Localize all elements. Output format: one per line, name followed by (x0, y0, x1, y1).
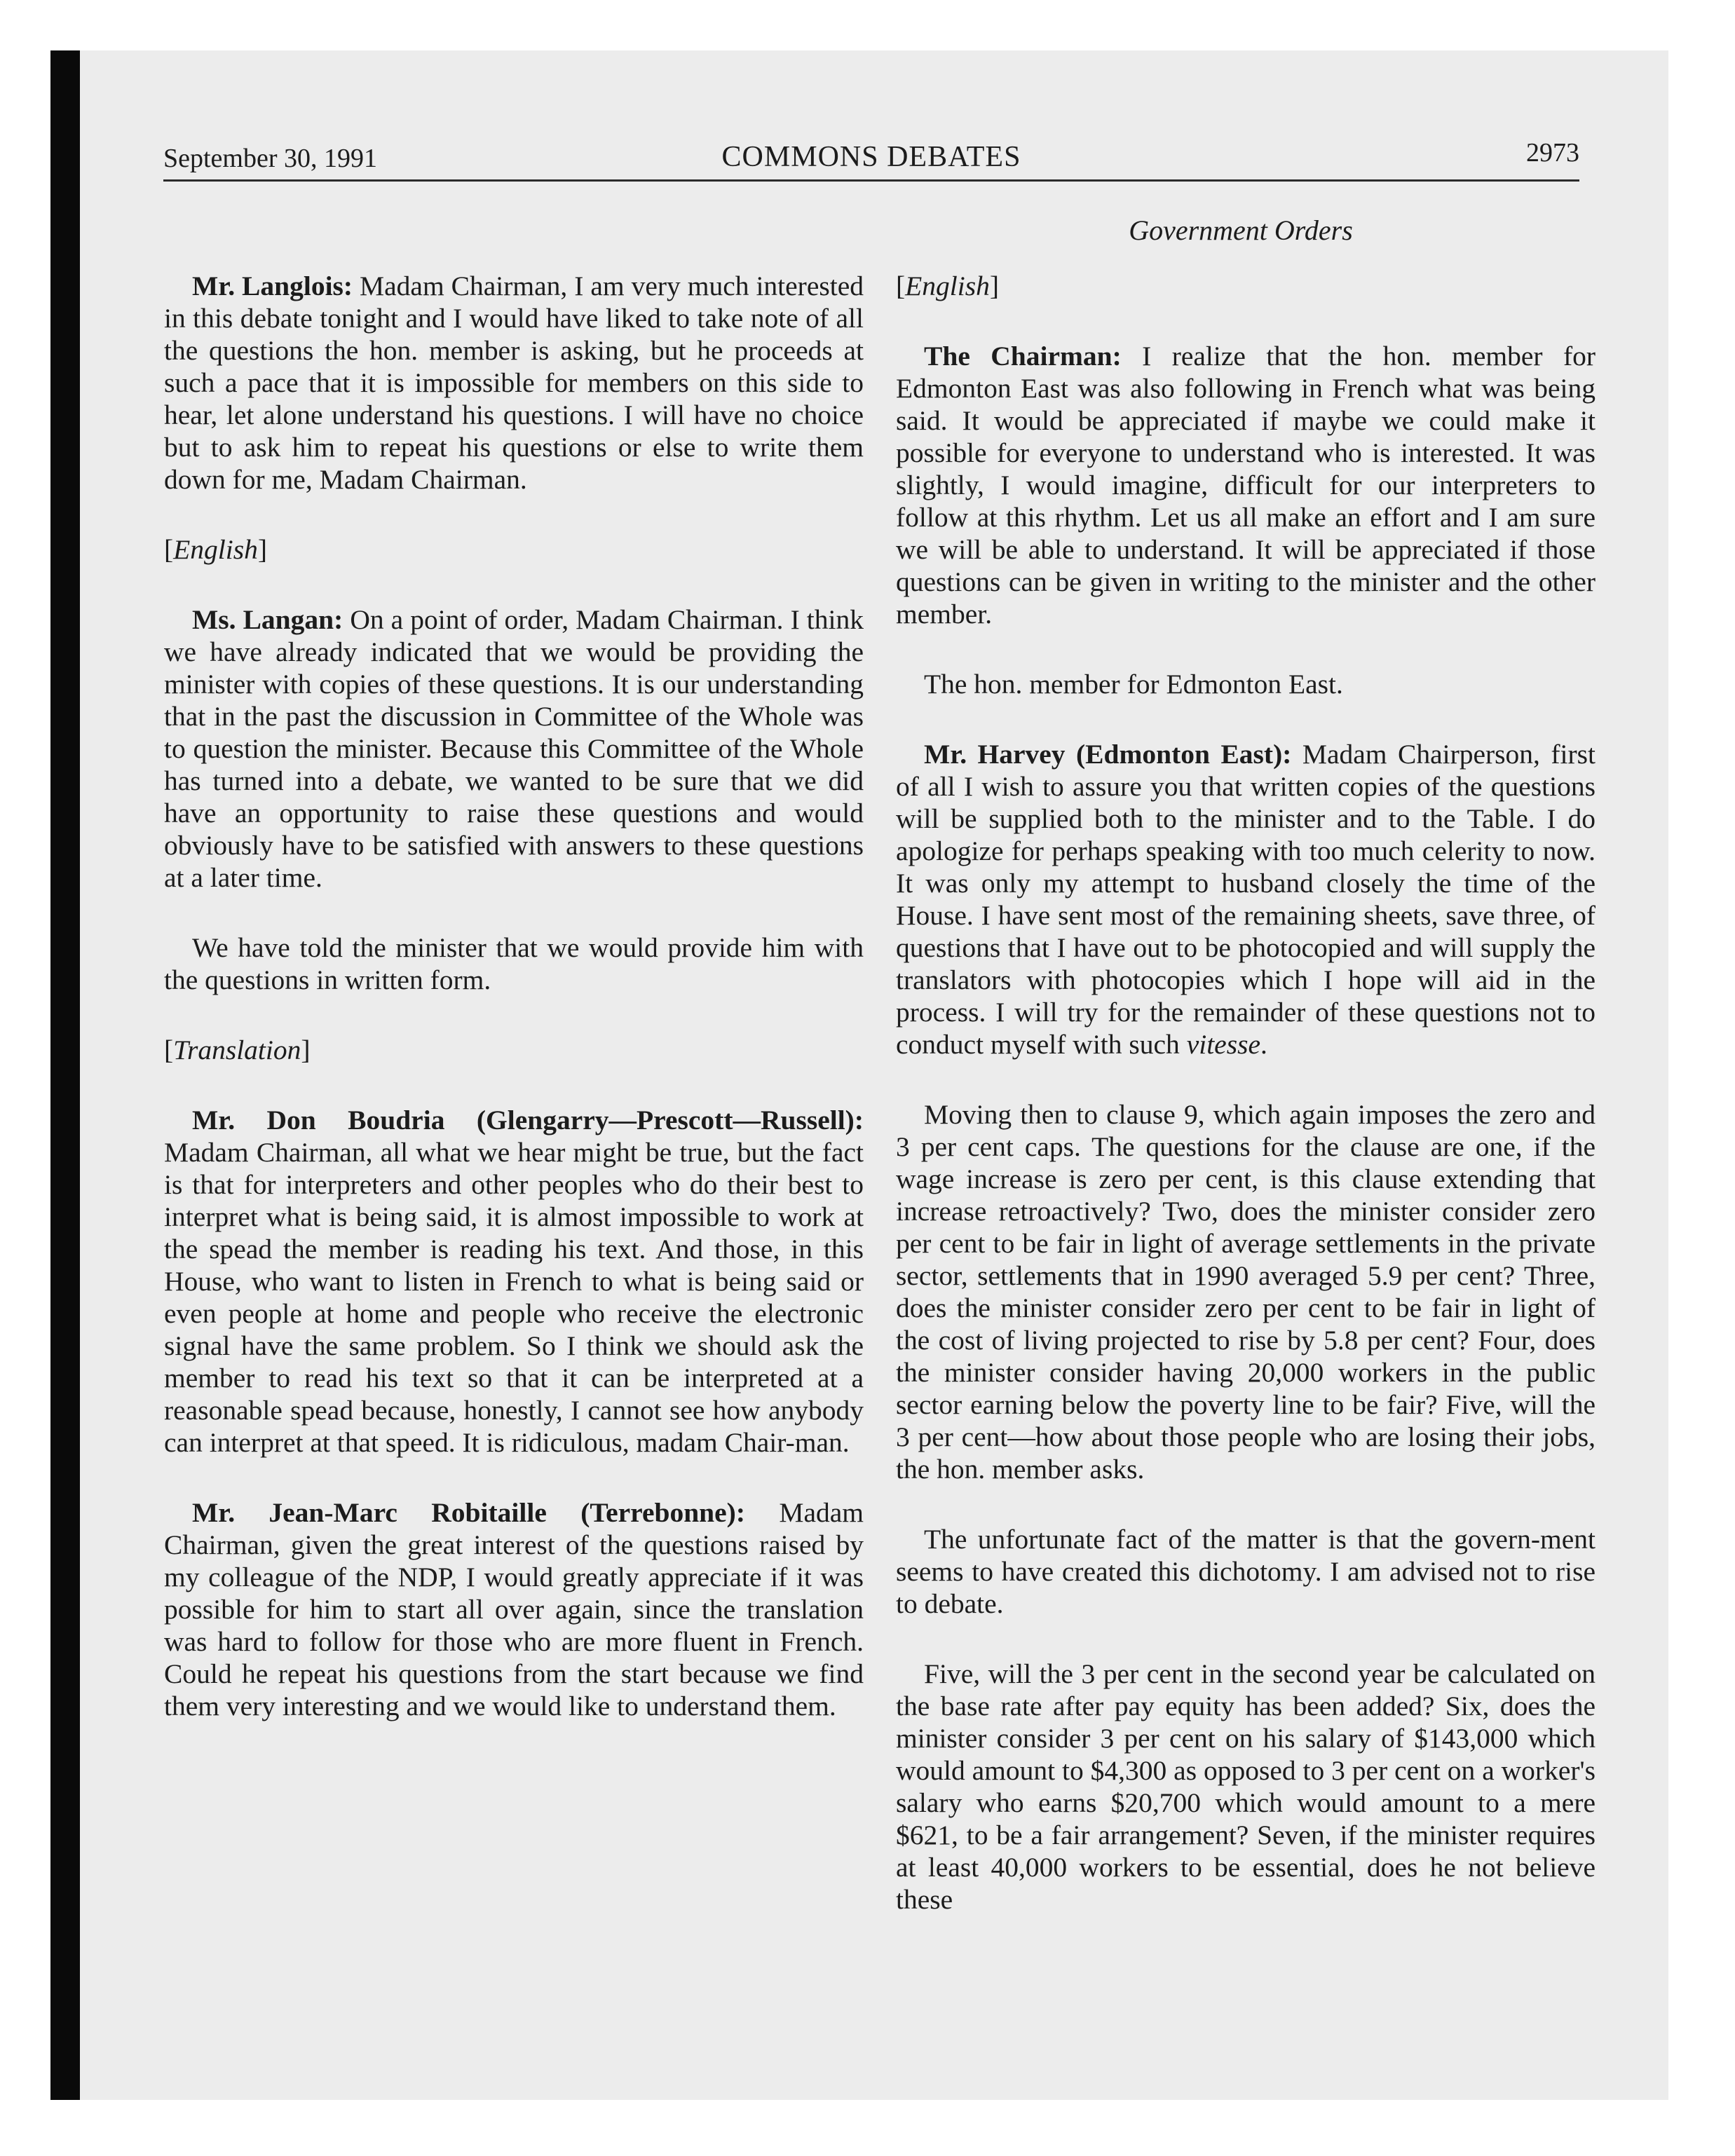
text-paragraph: Five, will the 3 per cent in the second year be calculated on the base rate after pay equity has been added? Six, does the minister consider 3 per cent on his salary of $143,000 which would amount to $4,300 as opposed to 3 per cent on a worker's salary who earns $20,700 which would amount to a mere $621, to be a fair arrangement? Seven, if the minister requires at least 40,000 workers to be essential, does he not believe these (896, 1658, 1595, 1915)
speech-paragraph (896, 340, 1595, 630)
header-date: September 30, 1991 (163, 144, 378, 173)
speech-text: Madam Chairman, all what we hear might be true, but the fact is that for interpreters and other peoples who do their best to interpret what is being said, it is almost impossible to work at the spead the member is reading his text. And those, in this House, who want to listen in French to what is being said or even people at home and people who receive the electronic signal have the same problem. So I think we should ask the member to read his text so that it can be interpreted at a reasonable spead because, honestly, I cannot see how anybody can interpret at that speed. It is ridiculous, madam Chair-man. (164, 1137, 864, 1458)
left-column (164, 270, 864, 1760)
speech-paragraph (164, 603, 864, 894)
speech-text: On a point of order, Madam Chairman. I think we have already indicated that we would be providing the minister with copies of these questions. It is our understanding that in the past the discussion in Committee of the Whole was to question the minister. Because this Committee of the Whole has turned into a debate, we wanted to be sure that we did have an opportunity to raise these questions and would obviously have to be satisfied with answers to these questions at a later time. (164, 604, 864, 893)
language-tag: [English] (896, 271, 1000, 301)
speaker-name: Ms. Langan: (192, 604, 343, 635)
text-paragraph: The hon. member for Edmonton East. (924, 669, 1343, 700)
text-paragraph: Moving then to clause 9, which again imposes the zero and 3 per cent caps. The questions for the clause are one, if the wage increase is zero per cent, is this clause extending that increase retroactively? Two, does the minister consider zero per cent to be fair in light of average settlements in the private sector, settlements that in 1990 averaged 5.9 per cent? Three, does the minister consider zero per cent to be fair in light of the cost of living projected to rise by 5.8 per cent? Four, does the minister consider having 20,000 workers in the public sector earning below the poverty line to be fair? Five, will the 3 per cent—how about those people who are losing their jobs, the hon. member asks. (896, 1099, 1595, 1485)
speech-text: I realize that the hon. member for Edmonton East was also following in French what was being said. It would be appreciated if maybe we could make it possible for everyone to understand who is interested. It was slightly, I would imagine, difficult for our interpreters to follow at this rhythm. Let us all make an effort and I am sure we will be able to understand. It will be appreciated if those questions can be given in writing to the minister and the other member. (896, 341, 1595, 629)
speech-paragraph: Mr. Harvey (Edmonton East): Madam Chairperson, first of all I wish to assure you that written copies of the questions will be supplied both to the minister and to the Table. I do apologize for perhaps speaking with too much celerity to now. It was only my attempt to husband closely the time of the House. I have sent most of the remaining sheets, save three, of questions that I have out to be photocopied and will supply the translators with photocopies which I hope will aid in the process. I will try for the remainder of these questions not to conduct myself with such vitesse. (896, 739, 1596, 1060)
speaker-name: Mr. Langlois: (192, 271, 353, 301)
scan-border (50, 50, 80, 2100)
speaker-name: Mr. Jean-Marc Robitaille (Terrebonne): (192, 1497, 745, 1528)
speech-text: Madam Chairman, I am very much interested in this debate tonight and I would have liked to take note of all the questions the hon. member is asking, but he proceeds at such a pace that it is impossible for members on this side to hear, let alone understand his questions. I will have no choice but to ask him to repeat his questions or else to write them down for me, Madam Chairman. (164, 271, 864, 495)
running-header (163, 137, 1579, 182)
speech-paragraph (164, 1104, 864, 1459)
right-column (896, 270, 1595, 1953)
speech-text: Madam Chairperson, first of all I wish to assure you that written copies of the questions will be supplied both to the minister and to the Table. I do apologize for perhaps speaking with too much celerity to now. It was only my attempt to husband closely the time of the House. I have sent most of the remaining sheets, save three, of questions that I have out to be photocopied and will supply the translators with photocopies which I hope will aid in the process. I will try for the remainder of these questions not to conduct myself with such (896, 739, 1596, 1060)
emphasized-word: vitesse (1186, 1029, 1260, 1060)
speaker-name: Mr. Harvey (Edmonton East): (924, 739, 1292, 770)
speaker-name: The Chairman: (924, 341, 1122, 371)
language-tag: [Translation] (164, 1035, 311, 1065)
publication-title: COMMONS DEBATES (721, 141, 1021, 173)
speech-paragraph (164, 1496, 864, 1722)
page-number: 2973 (1526, 138, 1579, 168)
language-tag: [English] (164, 534, 268, 565)
section-label: Government Orders (1129, 214, 1353, 246)
speech-text: Madam Chairman, given the great interest of the questions raised by my colleague of the NDP, I would greatly appreciate if it was possible for him to start all over again, since the translation was hard to follow for those who are more fluent in French. Could he repeat his questions from the start because we find them very interesting and we would like to understand them. (164, 1497, 864, 1721)
speaker-name: Mr. Don Boudria (Glengarry—Prescott—Russell): (192, 1105, 864, 1135)
text-paragraph: The unfortunate fact of the matter is that the govern-ment seems to have created this dichotomy. I am advised not to rise to debate. (896, 1524, 1595, 1619)
speech-paragraph (164, 270, 864, 496)
text-paragraph: We have told the minister that we would provide him with the questions in written form. (164, 932, 864, 995)
